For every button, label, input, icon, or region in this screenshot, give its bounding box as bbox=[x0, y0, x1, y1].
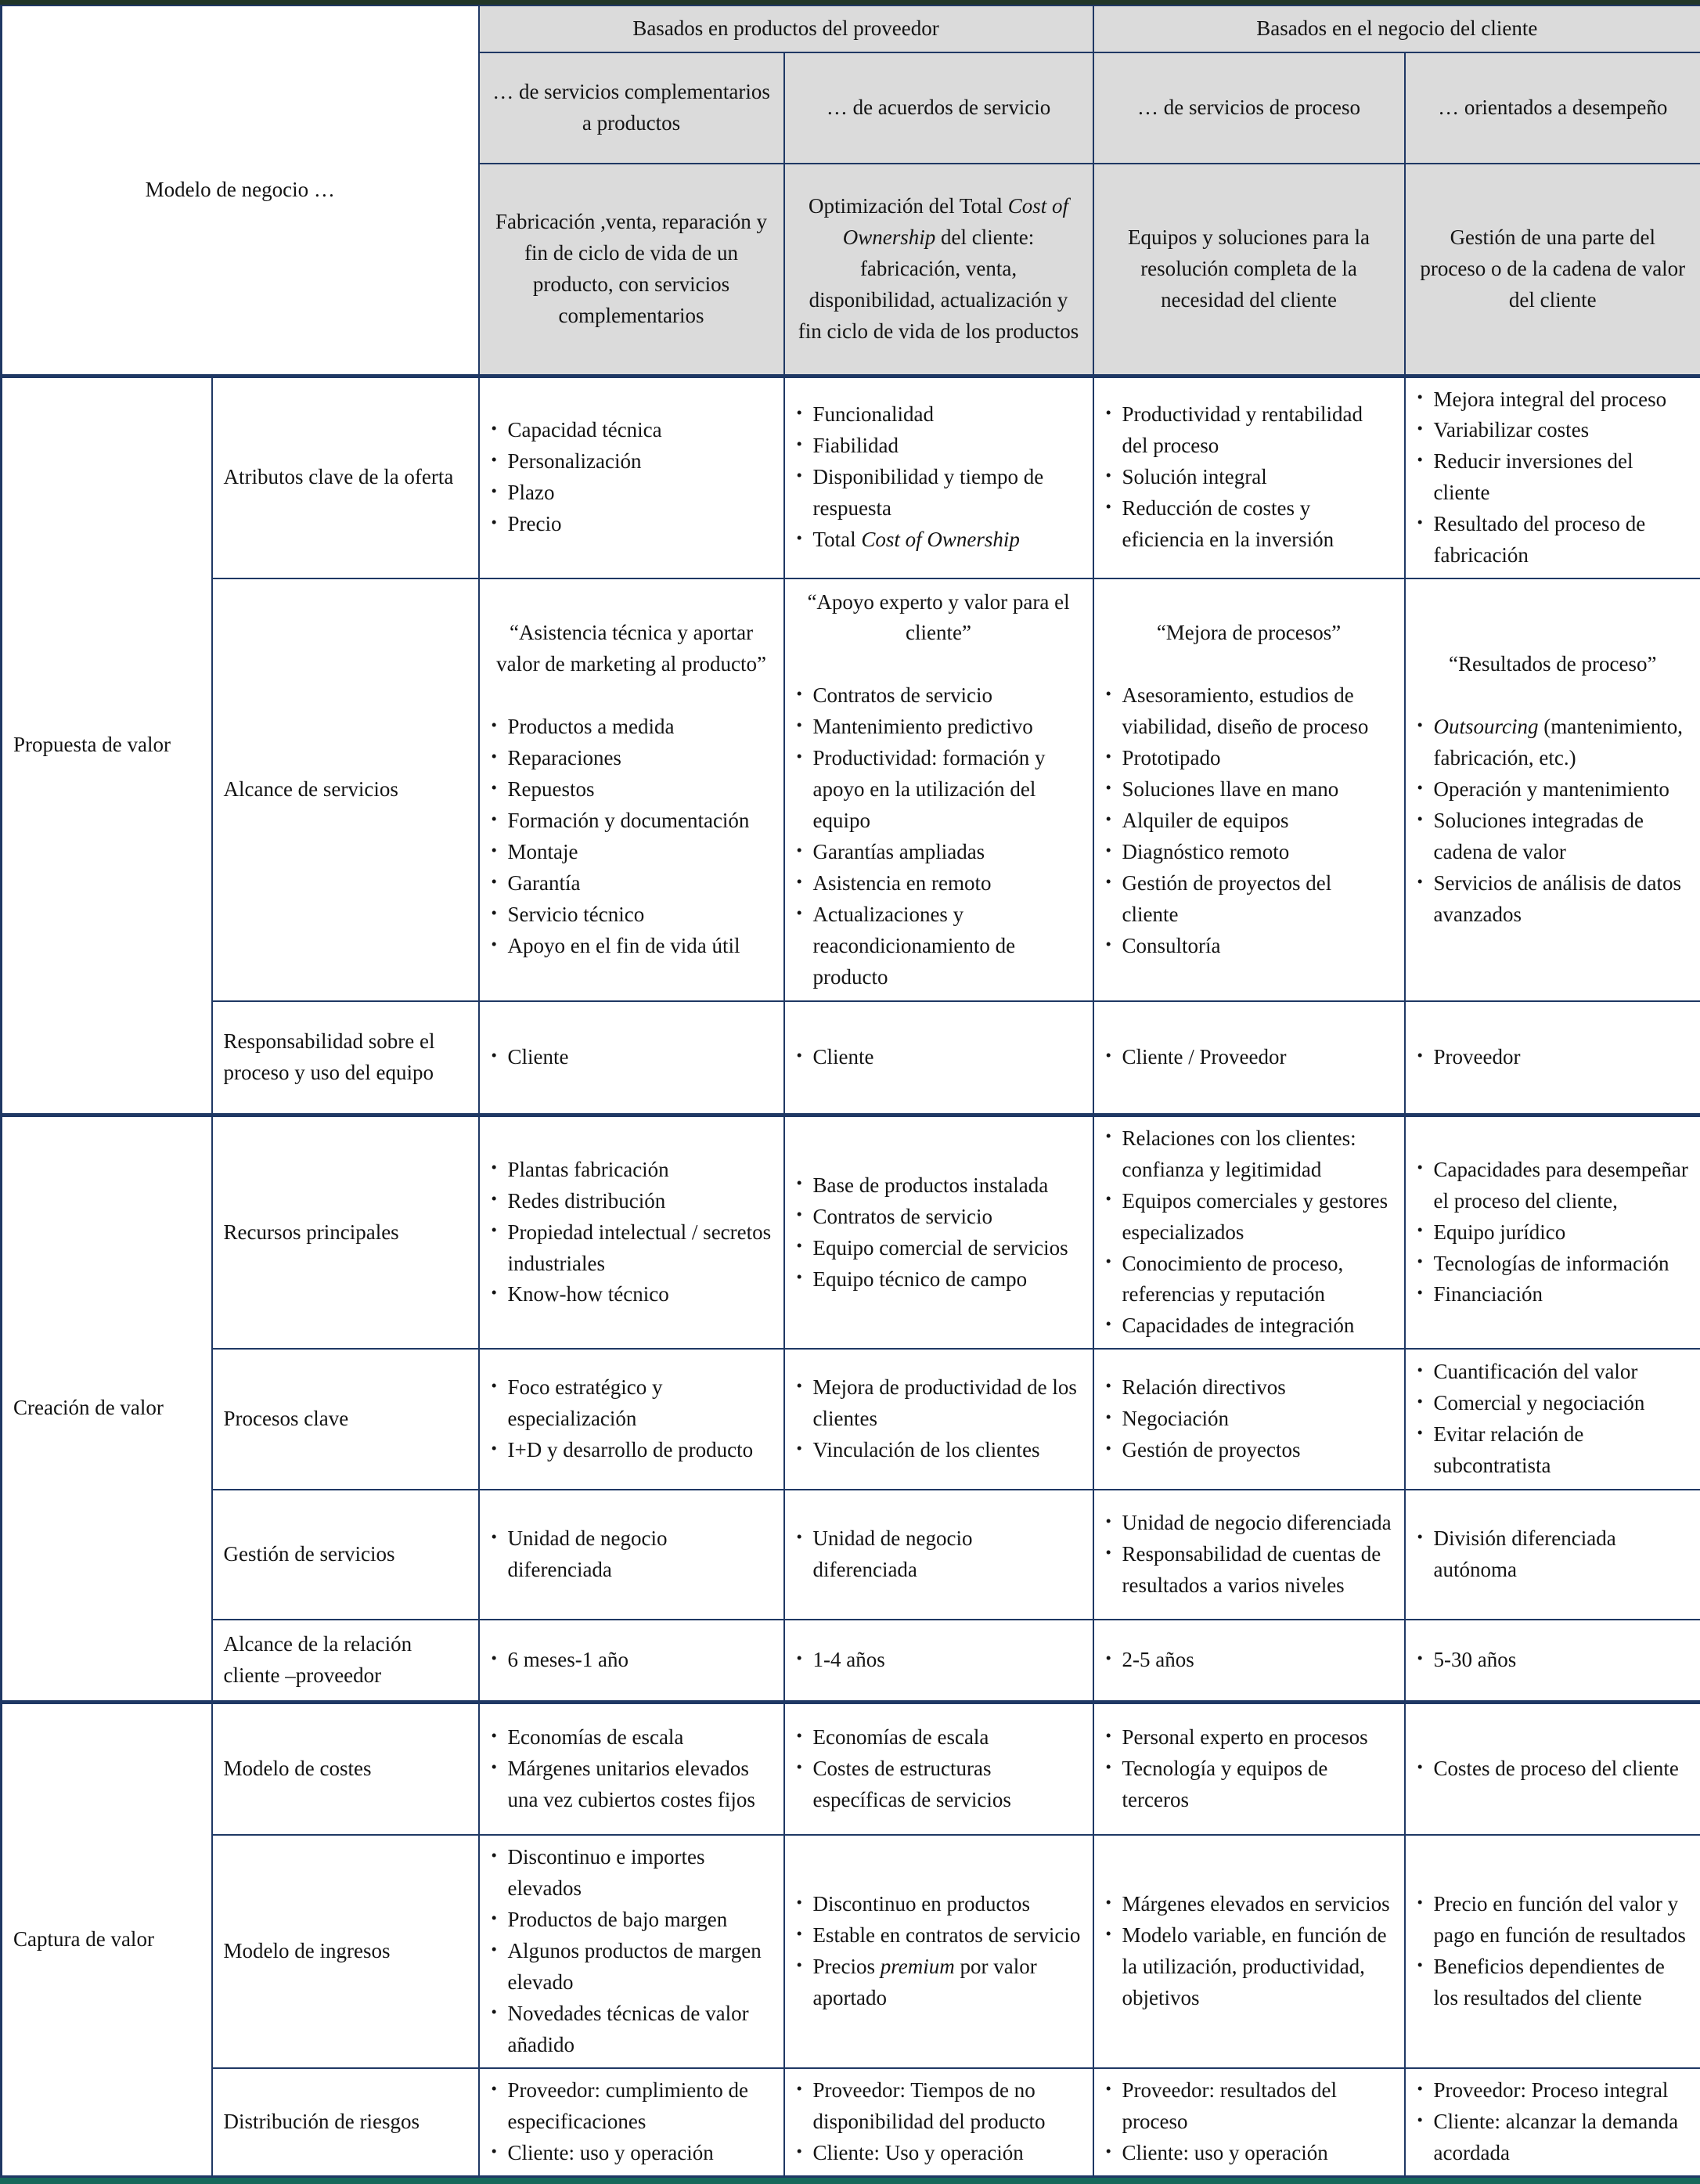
bullet-list bbox=[491, 1155, 773, 1311]
cell-costes-col4 bbox=[1405, 1702, 1700, 1835]
bullet-list bbox=[1417, 1042, 1690, 1073]
bullet-item: • Comercial y negociación bbox=[1417, 1388, 1690, 1419]
cell-quote: “Resultados de proceso” bbox=[1417, 649, 1690, 680]
cell-atributos-col1 bbox=[479, 376, 784, 578]
cell-alcance-relacion-col1 bbox=[479, 1620, 784, 1702]
cell-atributos-col3 bbox=[1093, 376, 1405, 578]
cell-ingresos-col3 bbox=[1093, 1835, 1405, 2068]
bullet-item: • Cliente bbox=[796, 1042, 1082, 1073]
bullet-item: • Variabilizar costes bbox=[1417, 415, 1690, 446]
cell-costes-col3 bbox=[1093, 1702, 1405, 1835]
bullet-item: • Discontinuo en productos bbox=[796, 1889, 1082, 1920]
bullet-list bbox=[1105, 1889, 1393, 2014]
bullet-item: • Diagnóstico remoto bbox=[1105, 837, 1393, 868]
bullet-item: • Relaciones con los clientes: confianza y legitimidad bbox=[1105, 1123, 1393, 1186]
bullet-item: • Precios premium por valor aportado bbox=[796, 1952, 1082, 2014]
bullet-list bbox=[491, 1523, 773, 1586]
bullet-item: • Solución integral bbox=[1105, 462, 1393, 493]
bullet-item: • Unidad de negocio diferenciada bbox=[491, 1523, 773, 1586]
header-row-groups bbox=[2, 5, 1700, 52]
bullet-item: • Servicio técnico bbox=[491, 899, 773, 931]
column-description-2: Optimización del Total Cost of Ownership del cliente: fabricación, venta, disponibilidad, actualización y fin ciclo de vida de los productos bbox=[784, 164, 1093, 376]
bullet-list bbox=[796, 1170, 1082, 1296]
bullet-item: • Resultado del proceso de fabricación bbox=[1417, 509, 1690, 571]
bullet-list bbox=[1105, 1722, 1393, 1816]
cell-procesos-col2 bbox=[784, 1349, 1093, 1490]
bullet-list bbox=[796, 1889, 1082, 2014]
cell-alcance-col1 bbox=[479, 578, 784, 1001]
cell-alcance-relacion-col4 bbox=[1405, 1620, 1700, 1702]
bullet-item: • Montaje bbox=[491, 837, 773, 868]
bullet-item: • Márgenes elevados en servicios bbox=[1105, 1889, 1393, 1920]
bullet-item: • Cliente: uso y operación bbox=[491, 2138, 773, 2169]
bullet-item: • Costes de estructuras específicas de servicios bbox=[796, 1753, 1082, 1816]
bullet-item: • I+D y desarrollo de producto bbox=[491, 1435, 773, 1466]
row-distribucion-riesgos bbox=[2, 2068, 1700, 2176]
cell-procesos-col1 bbox=[479, 1349, 784, 1490]
bullet-item: • 1-4 años bbox=[796, 1645, 1082, 1676]
bullet-item: • Proveedor: Tiempos de no disponibilidad del producto bbox=[796, 2075, 1082, 2138]
bullet-item: • Outsourcing (mantenimiento, fabricación, etc.) bbox=[1417, 712, 1690, 774]
bullet-list bbox=[491, 712, 773, 962]
bullet-list bbox=[796, 399, 1082, 556]
bullet-item: • Capacidades de integración bbox=[1105, 1310, 1393, 1342]
bullet-item: • Productividad: formación y apoyo en la utilización del equipo bbox=[796, 743, 1082, 837]
bullet-item: • Equipo comercial de servicios bbox=[796, 1233, 1082, 1264]
bullet-item: • Asistencia en remoto bbox=[796, 868, 1082, 899]
bullet-item: • Actualizaciones y reacondicionamiento de producto bbox=[796, 899, 1082, 993]
bullet-item: • Economías de escala bbox=[491, 1722, 773, 1753]
row-label-alcance-servicios: Alcance de servicios bbox=[212, 578, 479, 1001]
cell-responsabilidad-col4 bbox=[1405, 1001, 1700, 1115]
bullet-list bbox=[796, 1042, 1082, 1073]
row-responsabilidad bbox=[2, 1001, 1700, 1115]
column-type-2: … de acuerdos de servicio bbox=[784, 52, 1093, 164]
bullet-item: • Precio bbox=[491, 509, 773, 540]
group-label-propuesta-de-valor: Propuesta de valor bbox=[2, 376, 212, 1115]
bullet-item: • Proveedor: Proceso integral bbox=[1417, 2075, 1690, 2107]
cell-atributos-col2 bbox=[784, 376, 1093, 578]
row-modelo-costes bbox=[2, 1702, 1700, 1835]
bullet-item: • Cliente bbox=[491, 1042, 773, 1073]
bullet-list bbox=[1105, 2075, 1393, 2169]
bullet-item: • Garantía bbox=[491, 868, 773, 899]
column-group-provider: Basados en productos del proveedor bbox=[479, 5, 1093, 52]
row-atributos-clave bbox=[2, 376, 1700, 578]
bullet-item: • Plazo bbox=[491, 478, 773, 509]
bullet-item: • Financiación bbox=[1417, 1279, 1690, 1310]
bullet-list bbox=[491, 1372, 773, 1466]
bullet-item: • Gestión de proyectos bbox=[1105, 1435, 1393, 1466]
bullet-item: • Reparaciones bbox=[491, 743, 773, 774]
bullet-item: • 5-30 años bbox=[1417, 1645, 1690, 1676]
bullet-item: • Proveedor: resultados del proceso bbox=[1105, 2075, 1393, 2138]
row-label-procesos-clave: Procesos clave bbox=[212, 1349, 479, 1490]
bullet-item: • Mejora de productividad de los clientes bbox=[796, 1372, 1082, 1435]
cell-responsabilidad-col3 bbox=[1093, 1001, 1405, 1115]
group-label-captura-de-valor: Captura de valor bbox=[2, 1702, 212, 2176]
bullet-list bbox=[1105, 399, 1393, 556]
bullet-item: • Plantas fabricación bbox=[491, 1155, 773, 1186]
cell-ingresos-col1 bbox=[479, 1835, 784, 2068]
bullet-list bbox=[1417, 1889, 1690, 2014]
bullet-item: • Beneficios dependientes de los resultados del cliente bbox=[1417, 1952, 1690, 2014]
bullet-item: • Negociación bbox=[1105, 1404, 1393, 1435]
cell-quote: “Asistencia técnica y aportar valor de marketing al producto” bbox=[491, 618, 773, 680]
bullet-item: • Tecnologías de información bbox=[1417, 1249, 1690, 1280]
bullet-item: • Capacidades para desempeñar el proceso del cliente, bbox=[1417, 1155, 1690, 1217]
bullet-list bbox=[491, 1722, 773, 1816]
bullet-item: • Novedades técnicas de valor añadido bbox=[491, 1998, 773, 2061]
bullet-list bbox=[1105, 1123, 1393, 1342]
business-model-table bbox=[0, 5, 1700, 2178]
cell-procesos-col4 bbox=[1405, 1349, 1700, 1490]
bullet-item: • Precio en función del valor y pago en función de resultados bbox=[1417, 1889, 1690, 1952]
bullet-item: • Personal experto en procesos bbox=[1105, 1722, 1393, 1753]
bullet-item: • Conocimiento de proceso, referencias y reputación bbox=[1105, 1249, 1393, 1311]
bullet-item: • Cliente: uso y operación bbox=[1105, 2138, 1393, 2169]
column-type-3: … de servicios de proceso bbox=[1093, 52, 1405, 164]
bullet-item: • Consultoría bbox=[1105, 931, 1393, 962]
bullet-item: • Productos a medida bbox=[491, 712, 773, 743]
row-label-atributos-clave: Atributos clave de la oferta bbox=[212, 376, 479, 578]
bullet-item: • Soluciones integradas de cadena de valor bbox=[1417, 805, 1690, 868]
cell-riesgos-col2 bbox=[784, 2068, 1093, 2176]
bullet-item: • Vinculación de los clientes bbox=[796, 1435, 1082, 1466]
bullet-item: • Reducción de costes y eficiencia en la inversión bbox=[1105, 493, 1393, 556]
bullet-list bbox=[491, 1645, 773, 1676]
bullet-item: • Contratos de servicio bbox=[796, 1202, 1082, 1233]
cell-costes-col2 bbox=[784, 1702, 1093, 1835]
cell-riesgos-col4 bbox=[1405, 2068, 1700, 2176]
cell-recursos-col1 bbox=[479, 1115, 784, 1349]
row-gestion-servicios bbox=[2, 1490, 1700, 1620]
bullet-item: • Evitar relación de subcontratista bbox=[1417, 1419, 1690, 1482]
bullet-item: • Know-how técnico bbox=[491, 1279, 773, 1310]
bullet-item: • Tecnología y equipos de terceros bbox=[1105, 1753, 1393, 1816]
column-type-4: … orientados a desempeño bbox=[1405, 52, 1700, 164]
bullet-item: • Mejora integral del proceso bbox=[1417, 384, 1690, 416]
bullet-list bbox=[1105, 680, 1393, 962]
bullet-list bbox=[796, 2075, 1082, 2169]
bullet-list bbox=[1105, 1645, 1393, 1676]
cell-alcance-col2 bbox=[784, 578, 1093, 1001]
bullet-list bbox=[1417, 1753, 1690, 1785]
column-type-1: … de servicios complementarios a productos bbox=[479, 52, 784, 164]
cell-recursos-col2 bbox=[784, 1115, 1093, 1349]
cell-riesgos-col1 bbox=[479, 2068, 784, 2176]
bullet-item: • Formación y documentación bbox=[491, 805, 773, 837]
group-label-creacion-de-valor: Creación de valor bbox=[2, 1115, 212, 1702]
bullet-item: • Apoyo en el fin de vida útil bbox=[491, 931, 773, 962]
bullet-item: • Asesoramiento, estudios de viabilidad, diseño de proceso bbox=[1105, 680, 1393, 743]
bullet-item: • Operación y mantenimiento bbox=[1417, 774, 1690, 805]
cell-alcance-relacion-col3 bbox=[1093, 1620, 1405, 1702]
bullet-item: • Soluciones llave en mano bbox=[1105, 774, 1393, 805]
row-modelo-ingresos bbox=[2, 1835, 1700, 2068]
bullet-list bbox=[1105, 1508, 1393, 1602]
bullet-item: • 2-5 años bbox=[1105, 1645, 1393, 1676]
row-label-gestion-servicios: Gestión de servicios bbox=[212, 1490, 479, 1620]
bullet-item: • Reducir inversiones del cliente bbox=[1417, 446, 1690, 509]
cell-recursos-col4 bbox=[1405, 1115, 1700, 1349]
cell-ingresos-col4 bbox=[1405, 1835, 1700, 2068]
row-label-alcance-relacion: Alcance de la relación cliente –proveedor bbox=[212, 1620, 479, 1702]
bullet-item: • Proveedor bbox=[1417, 1042, 1690, 1073]
bullet-item: • Proveedor: cumplimiento de especificaciones bbox=[491, 2075, 773, 2138]
bullet-list bbox=[1105, 1372, 1393, 1466]
bullet-item: • Cliente / Proveedor bbox=[1105, 1042, 1393, 1073]
cell-alcance-col3 bbox=[1093, 578, 1405, 1001]
bullet-item: • Contratos de servicio bbox=[796, 680, 1082, 712]
bullet-item: • Capacidad técnica bbox=[491, 415, 773, 446]
cell-quote: “Apoyo experto y valor para el cliente” bbox=[796, 587, 1082, 650]
bullet-item: • Responsabilidad de cuentas de resultados a varios niveles bbox=[1105, 1539, 1393, 1602]
bullet-item: • Modelo variable, en función de la utilización, productividad, objetivos bbox=[1105, 1920, 1393, 2014]
cell-alcance-relacion-col2 bbox=[784, 1620, 1093, 1702]
row-procesos-clave bbox=[2, 1349, 1700, 1490]
cell-responsabilidad-col1 bbox=[479, 1001, 784, 1115]
bullet-item: • Total Cost of Ownership bbox=[796, 524, 1082, 556]
bullet-item: • Mantenimiento predictivo bbox=[796, 712, 1082, 743]
bullet-item: • Base de productos instalada bbox=[796, 1170, 1082, 1202]
cell-gestion-col2 bbox=[784, 1490, 1093, 1620]
bullet-item: • Cuantificación del valor bbox=[1417, 1357, 1690, 1388]
bullet-item: • Gestión de proyectos del cliente bbox=[1105, 868, 1393, 931]
bullet-item: • Disponibilidad y tiempo de respuesta bbox=[796, 462, 1082, 524]
row-label-modelo-ingresos: Modelo de ingresos bbox=[212, 1835, 479, 2068]
bullet-item: • Propiedad intelectual / secretos industriales bbox=[491, 1217, 773, 1280]
cell-alcance-col4 bbox=[1405, 578, 1700, 1001]
bullet-list bbox=[796, 1372, 1082, 1466]
cell-responsabilidad-col2 bbox=[784, 1001, 1093, 1115]
bullet-list bbox=[1417, 712, 1690, 931]
bullet-item: • Garantías ampliadas bbox=[796, 837, 1082, 868]
bullet-list bbox=[796, 1645, 1082, 1676]
bullet-item: • Discontinuo e importes elevados bbox=[491, 1842, 773, 1905]
row-label-recursos-principales: Recursos principales bbox=[212, 1115, 479, 1349]
bullet-item: • División diferenciada autónoma bbox=[1417, 1523, 1690, 1586]
bullet-item: • Foco estratégico y especialización bbox=[491, 1372, 773, 1435]
bullet-item: • Productos de bajo margen bbox=[491, 1905, 773, 1936]
bullet-item: • Equipo jurídico bbox=[1417, 1217, 1690, 1249]
bullet-item: • Alquiler de equipos bbox=[1105, 805, 1393, 837]
bullet-list bbox=[1417, 1357, 1690, 1482]
column-description-3: Equipos y soluciones para la resolución completa de la necesidad del cliente bbox=[1093, 164, 1405, 376]
row-alcance-relacion bbox=[2, 1620, 1700, 1702]
cell-riesgos-col3 bbox=[1093, 2068, 1405, 2176]
row-label-responsabilidad: Responsabilidad sobre el proceso y uso del equipo bbox=[212, 1001, 479, 1115]
column-description-1: Fabricación ,venta, reparación y fin de ciclo de vida de un producto, con servicios complementarios bbox=[479, 164, 784, 376]
bullet-list bbox=[1417, 384, 1690, 572]
bullet-item: • Prototipado bbox=[1105, 743, 1393, 774]
bullet-item: • 6 meses-1 año bbox=[491, 1645, 773, 1676]
row-recursos-principales bbox=[2, 1115, 1700, 1349]
bullet-item: • Unidad de negocio diferenciada bbox=[796, 1523, 1082, 1586]
bullet-item: • Cliente: Uso y operación bbox=[796, 2138, 1082, 2169]
cell-gestion-col3 bbox=[1093, 1490, 1405, 1620]
bullet-list bbox=[491, 2075, 773, 2169]
row-label-distribucion-riesgos: Distribución de riesgos bbox=[212, 2068, 479, 2176]
cell-gestion-col1 bbox=[479, 1490, 784, 1620]
bullet-item: • Repuestos bbox=[491, 774, 773, 805]
cell-procesos-col3 bbox=[1093, 1349, 1405, 1490]
bullet-list bbox=[491, 1842, 773, 2061]
bottom-accent-bar bbox=[0, 2178, 1700, 2184]
bullet-list bbox=[796, 1722, 1082, 1816]
bullet-list bbox=[491, 415, 773, 540]
bullet-item: • Equipos comerciales y gestores especializados bbox=[1105, 1186, 1393, 1249]
bullet-item: • Márgenes unitarios elevados una vez cubiertos costes fijos bbox=[491, 1753, 773, 1816]
bullet-item: • Personalización bbox=[491, 446, 773, 478]
bullet-list bbox=[796, 680, 1082, 993]
cell-atributos-col4 bbox=[1405, 376, 1700, 578]
cell-quote: “Mejora de procesos” bbox=[1105, 618, 1393, 649]
bullet-item: • Economías de escala bbox=[796, 1722, 1082, 1753]
cell-costes-col1 bbox=[479, 1702, 784, 1835]
bullet-list bbox=[1417, 1645, 1690, 1676]
bullet-list bbox=[1417, 1155, 1690, 1311]
bullet-list bbox=[1417, 1523, 1690, 1586]
cell-recursos-col3 bbox=[1093, 1115, 1405, 1349]
bullet-list bbox=[491, 1042, 773, 1073]
bullet-item: • Redes distribución bbox=[491, 1186, 773, 1217]
bullet-item: • Equipo técnico de campo bbox=[796, 1264, 1082, 1296]
cell-ingresos-col2 bbox=[784, 1835, 1093, 2068]
bullet-item: • Productividad y rentabilidad del proceso bbox=[1105, 399, 1393, 462]
row-alcance-servicios bbox=[2, 578, 1700, 1001]
bullet-item: • Algunos productos de margen elevado bbox=[491, 1936, 773, 1998]
bullet-item: • Costes de proceso del cliente bbox=[1417, 1753, 1690, 1785]
row-label-modelo-costes: Modelo de costes bbox=[212, 1702, 479, 1835]
cell-gestion-col4 bbox=[1405, 1490, 1700, 1620]
bullet-item: • Funcionalidad bbox=[796, 399, 1082, 431]
bullet-item: • Estable en contratos de servicio bbox=[796, 1920, 1082, 1952]
bullet-item: • Cliente: alcanzar la demanda acordada bbox=[1417, 2107, 1690, 2169]
bullet-list bbox=[796, 1523, 1082, 1586]
bullet-item: • Fiabilidad bbox=[796, 431, 1082, 462]
table-corner-title: Modelo de negocio … bbox=[2, 5, 479, 376]
bullet-list bbox=[1105, 1042, 1393, 1073]
bullet-item: • Servicios de análisis de datos avanzados bbox=[1417, 868, 1690, 931]
column-description-4: Gestión de una parte del proceso o de la cadena de valor del cliente bbox=[1405, 164, 1700, 376]
bullet-list bbox=[1417, 2075, 1690, 2169]
bullet-item: • Unidad de negocio diferenciada bbox=[1105, 1508, 1393, 1539]
bullet-item: • Relación directivos bbox=[1105, 1372, 1393, 1404]
column-group-client: Basados en el negocio del cliente bbox=[1093, 5, 1700, 52]
